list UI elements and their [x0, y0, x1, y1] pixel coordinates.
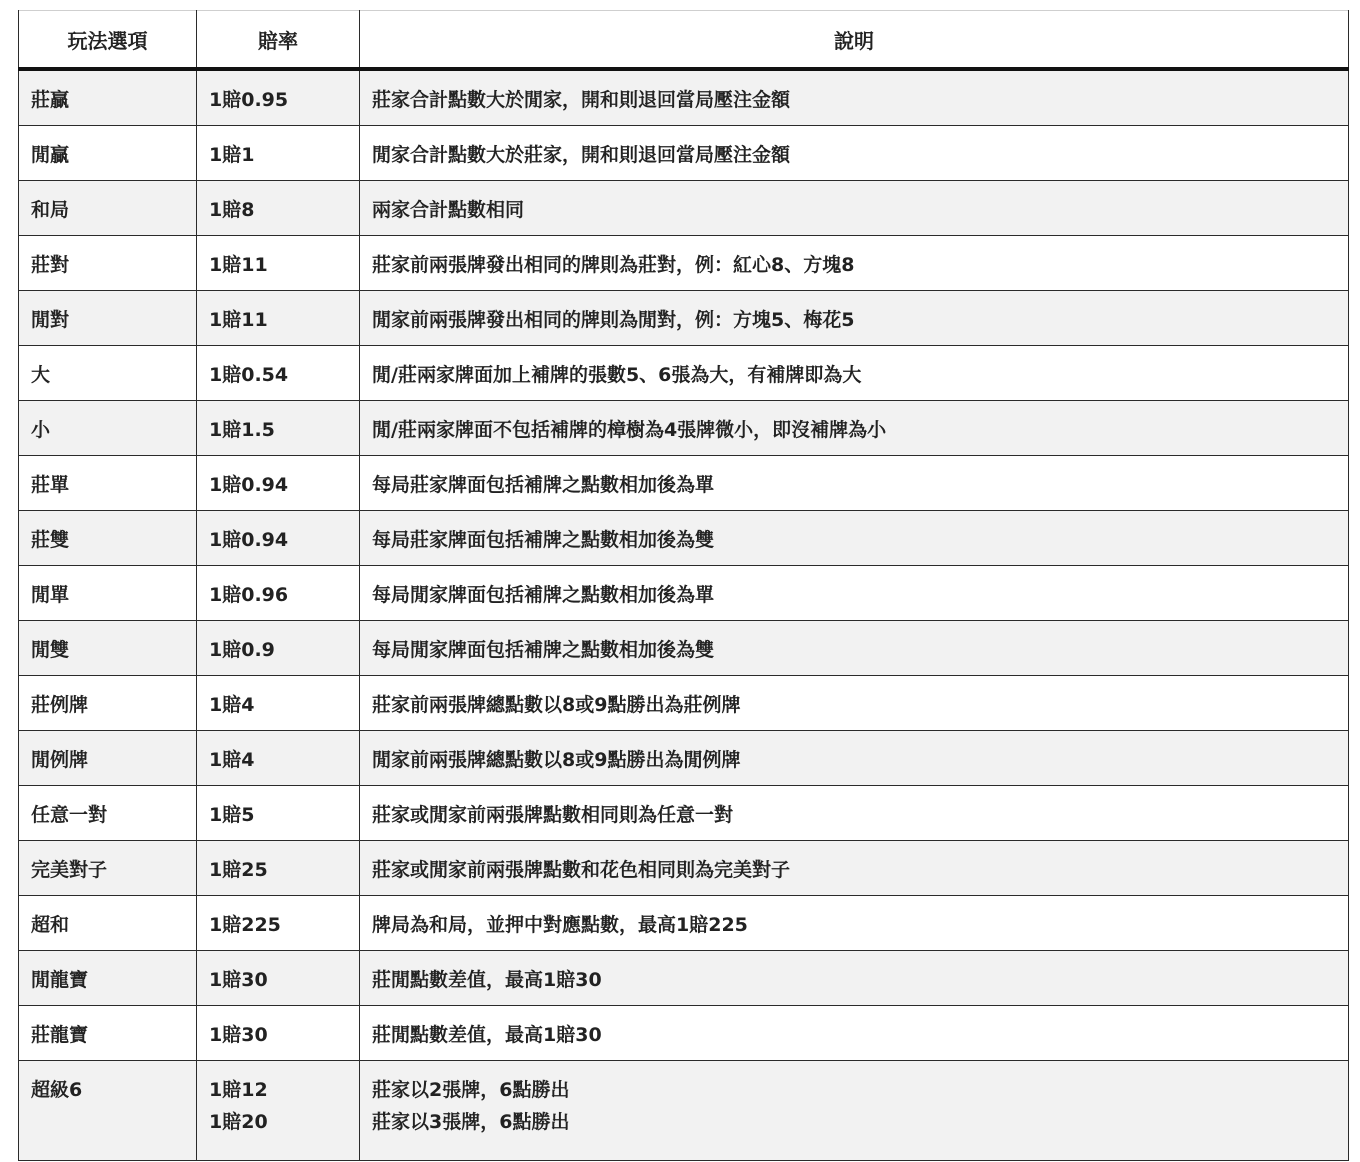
cell-odds: 1賠0.96	[197, 566, 360, 621]
cell-description: 莊閒點數差值，最高1賠30	[360, 951, 1349, 1006]
cell-option: 閒雙	[19, 621, 197, 676]
cell-description: 莊家或閒家前兩張牌點數和花色相同則為完美對子	[360, 841, 1349, 896]
cell-description: 閒/莊兩家牌面不包括補牌的樟樹為4張牌微小，即沒補牌為小	[360, 401, 1349, 456]
cell-odds: 1賠1.5	[197, 401, 360, 456]
cell-option: 超級6	[19, 1061, 197, 1161]
cell-description: 閒家前兩張牌總點數以8或9點勝出為閒例牌	[360, 731, 1349, 786]
cell-description: 每局閒家牌面包括補牌之點數相加後為雙	[360, 621, 1349, 676]
cell-odds: 1賠1	[197, 126, 360, 181]
table-row	[19, 181, 1349, 236]
cell-description: 莊家或閒家前兩張牌點數相同則為任意一對	[360, 786, 1349, 841]
table-row	[19, 841, 1349, 896]
table-row	[19, 621, 1349, 676]
cell-odds: 1賠4	[197, 731, 360, 786]
cell-option: 閒贏	[19, 126, 197, 181]
table-row	[19, 511, 1349, 566]
cell-odds: 1賠0.94	[197, 456, 360, 511]
table-row-super6	[19, 1061, 1349, 1161]
cell-odds: 1賠0.94	[197, 511, 360, 566]
betting-odds-table	[18, 10, 1349, 1161]
cell-description: 莊家前兩張牌總點數以8或9點勝出為莊例牌	[360, 676, 1349, 731]
cell-odds: 1賠11	[197, 236, 360, 291]
cell-option: 莊龍寶	[19, 1006, 197, 1061]
table-row	[19, 566, 1349, 621]
cell-option: 閒單	[19, 566, 197, 621]
cell-option: 莊例牌	[19, 676, 197, 731]
table-row	[19, 346, 1349, 401]
cell-odds: 1賠8	[197, 181, 360, 236]
cell-odds: 1賠25	[197, 841, 360, 896]
cell-option: 莊贏	[19, 69, 197, 126]
cell-option: 超和	[19, 896, 197, 951]
description-line: 莊家以3張牌，6點勝出	[372, 1111, 570, 1133]
table-row	[19, 676, 1349, 731]
cell-option: 大	[19, 346, 197, 401]
table-row	[19, 896, 1349, 951]
table-row	[19, 126, 1349, 181]
cell-description: 每局莊家牌面包括補牌之點數相加後為雙	[360, 511, 1349, 566]
cell-odds: 1賠30	[197, 951, 360, 1006]
cell-description: 牌局為和局，並押中對應點數，最高1賠225	[360, 896, 1349, 951]
cell-option: 任意一對	[19, 786, 197, 841]
cell-description: 閒/莊兩家牌面加上補牌的張數5、6張為大，有補牌即為大	[360, 346, 1349, 401]
cell-odds-multi	[197, 1061, 360, 1161]
odds-table-container	[18, 10, 1348, 1161]
cell-odds: 1賠30	[197, 1006, 360, 1061]
header-odds: 賠率	[197, 11, 360, 70]
cell-odds: 1賠5	[197, 786, 360, 841]
cell-description: 每局閒家牌面包括補牌之點數相加後為單	[360, 566, 1349, 621]
cell-odds: 1賠11	[197, 291, 360, 346]
header-description: 說明	[360, 11, 1349, 70]
cell-description: 兩家合計點數相同	[360, 181, 1349, 236]
cell-description: 莊閒點數差值，最高1賠30	[360, 1006, 1349, 1061]
cell-option: 和局	[19, 181, 197, 236]
cell-description: 閒家合計點數大於莊家，開和則退回當局壓注金額	[360, 126, 1349, 181]
cell-odds: 1賠0.9	[197, 621, 360, 676]
cell-option: 莊單	[19, 456, 197, 511]
table-row	[19, 291, 1349, 346]
cell-description: 莊家合計點數大於閒家，開和則退回當局壓注金額	[360, 69, 1349, 126]
table-row	[19, 236, 1349, 291]
table-row	[19, 951, 1349, 1006]
cell-description: 每局莊家牌面包括補牌之點數相加後為單	[360, 456, 1349, 511]
cell-odds: 1賠0.54	[197, 346, 360, 401]
cell-option: 莊對	[19, 236, 197, 291]
header-option: 玩法選項	[19, 11, 197, 70]
cell-odds: 1賠225	[197, 896, 360, 951]
table-row	[19, 456, 1349, 511]
table-row	[19, 69, 1349, 126]
table-row	[19, 731, 1349, 786]
cell-odds: 1賠4	[197, 676, 360, 731]
cell-option: 閒對	[19, 291, 197, 346]
cell-description: 閒家前兩張牌發出相同的牌則為閒對，例：方塊5、梅花5	[360, 291, 1349, 346]
description-line: 莊家以2張牌，6點勝出	[372, 1079, 570, 1101]
table-header-row	[19, 11, 1349, 70]
odds-line: 1賠12	[209, 1079, 268, 1101]
table-row	[19, 401, 1349, 456]
table-row	[19, 1006, 1349, 1061]
table-row	[19, 786, 1349, 841]
cell-option: 完美對子	[19, 841, 197, 896]
cell-description-multi	[360, 1061, 1349, 1161]
cell-option: 閒龍寶	[19, 951, 197, 1006]
cell-option: 閒例牌	[19, 731, 197, 786]
odds-line: 1賠20	[209, 1111, 268, 1133]
cell-description: 莊家前兩張牌發出相同的牌則為莊對，例：紅心8、方塊8	[360, 236, 1349, 291]
cell-option: 莊雙	[19, 511, 197, 566]
cell-odds: 1賠0.95	[197, 69, 360, 126]
cell-option: 小	[19, 401, 197, 456]
